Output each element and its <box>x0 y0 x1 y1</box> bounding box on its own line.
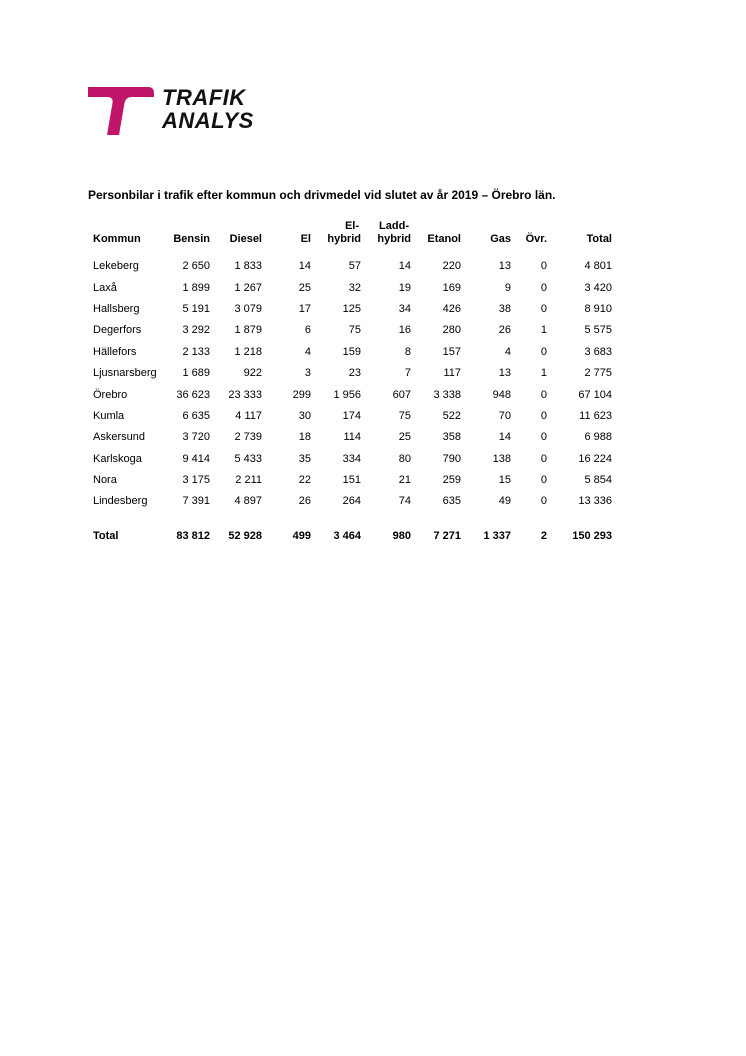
cell-etanol: 522 <box>442 409 461 422</box>
cell-ovr: 1 <box>540 367 547 380</box>
cell-total: 13 336 <box>578 495 612 508</box>
header-ovr: Övr. <box>525 233 547 245</box>
cell-el: 22 <box>298 474 311 487</box>
cell-ovr: 0 <box>540 388 547 401</box>
cell-bensin: 5 191 <box>182 302 210 315</box>
table-header-row <box>88 220 612 256</box>
header-bensin: Bensin <box>173 233 210 245</box>
total-ovr: 2 <box>540 530 547 543</box>
total-bensin: 83 812 <box>176 530 210 543</box>
cell-diesel: 2 739 <box>234 431 262 444</box>
cell-elhybrid: 159 <box>342 345 361 358</box>
cell-etanol: 790 <box>442 452 461 465</box>
cell-el: 14 <box>298 260 311 273</box>
cell-diesel: 1 833 <box>234 260 262 273</box>
cell-gas: 14 <box>498 431 511 444</box>
cell-kommun: Lindesberg <box>93 495 148 508</box>
cell-elhybrid: 114 <box>343 431 361 444</box>
cell-total: 5 575 <box>584 324 612 337</box>
cell-el: 3 <box>304 367 311 380</box>
header-el: El <box>300 233 311 245</box>
cell-total: 3 683 <box>584 345 612 358</box>
cell-elhybrid: 174 <box>342 409 361 422</box>
cell-gas: 26 <box>498 324 511 337</box>
table-row <box>88 277 612 298</box>
header-diesel: Diesel <box>229 233 262 245</box>
cell-bensin: 2 133 <box>182 345 210 358</box>
cell-kommun: Askersund <box>93 431 145 444</box>
cell-laddhybrid: 75 <box>398 409 411 422</box>
cell-ovr: 0 <box>540 260 547 273</box>
cell-laddhybrid: 8 <box>404 345 411 358</box>
vehicle-table <box>88 220 612 549</box>
cell-diesel: 1 879 <box>234 324 262 337</box>
trafikanalys-logo-text <box>162 86 254 132</box>
cell-diesel: 4 117 <box>235 409 262 422</box>
cell-laddhybrid: 21 <box>398 474 411 487</box>
cell-bensin: 9 414 <box>182 452 210 465</box>
cell-el: 26 <box>298 495 311 508</box>
cell-diesel: 3 079 <box>234 302 262 315</box>
cell-elhybrid: 264 <box>342 495 361 508</box>
cell-bensin: 1 899 <box>182 281 210 294</box>
cell-elhybrid: 57 <box>348 260 361 273</box>
cell-total: 4 801 <box>584 260 612 273</box>
table-row <box>88 427 612 448</box>
cell-laddhybrid: 19 <box>398 281 411 294</box>
cell-ovr: 0 <box>540 409 547 422</box>
cell-etanol: 259 <box>442 474 461 487</box>
table-row <box>88 342 612 363</box>
cell-gas: 948 <box>492 388 511 401</box>
cell-ovr: 0 <box>540 302 547 315</box>
cell-kommun: Lekeberg <box>93 260 139 273</box>
cell-kommun: Hallsberg <box>93 302 140 315</box>
cell-total: 11 623 <box>579 409 612 422</box>
cell-kommun: Degerfors <box>93 324 142 337</box>
cell-laddhybrid: 607 <box>392 388 411 401</box>
cell-ovr: 0 <box>540 281 547 294</box>
cell-el: 6 <box>304 324 311 337</box>
cell-kommun: Kumla <box>93 409 125 422</box>
cell-kommun: Nora <box>93 474 117 487</box>
cell-bensin: 2 650 <box>182 260 210 273</box>
total-kommun: Total <box>93 530 119 543</box>
table-row <box>88 384 612 405</box>
cell-bensin: 3 175 <box>182 474 210 487</box>
table-row <box>88 406 612 427</box>
cell-ovr: 0 <box>540 452 547 465</box>
cell-elhybrid: 151 <box>342 474 361 487</box>
cell-laddhybrid: 80 <box>398 452 411 465</box>
cell-etanol: 157 <box>442 345 461 358</box>
cell-elhybrid: 334 <box>342 452 361 465</box>
table-row <box>88 320 612 341</box>
document-title: Personbilar i trafik efter kommun och drivmedel vid slutet av år 2019 – Örebro län. <box>88 188 556 202</box>
header-laddhybrid <box>361 220 411 256</box>
cell-ovr: 0 <box>540 474 547 487</box>
cell-kommun: Örebro <box>93 388 128 401</box>
cell-el: 4 <box>304 345 311 358</box>
cell-gas: 38 <box>498 302 511 315</box>
header-elhybrid <box>311 220 361 256</box>
cell-bensin: 1 689 <box>182 367 210 380</box>
cell-kommun: Ljusnarsberg <box>93 367 157 380</box>
header-gas: Gas <box>490 233 511 245</box>
header-kommun: Kommun <box>93 233 141 245</box>
cell-diesel: 4 897 <box>234 495 262 508</box>
cell-el: 25 <box>298 281 311 294</box>
total-etanol: 7 271 <box>433 530 461 543</box>
header-etanol: Etanol <box>427 233 461 245</box>
header-laddhybrid-line-1: Ladd- <box>379 220 409 232</box>
cell-laddhybrid: 14 <box>398 260 411 273</box>
cell-diesel: 922 <box>243 367 262 380</box>
cell-kommun: Laxå <box>93 281 117 294</box>
cell-total: 67 104 <box>578 388 612 401</box>
table-row <box>88 449 612 470</box>
cell-etanol: 280 <box>442 324 461 337</box>
cell-laddhybrid: 25 <box>398 431 411 444</box>
total-laddhybrid: 980 <box>392 530 411 543</box>
cell-gas: 13 <box>498 260 511 273</box>
table-row <box>88 299 612 320</box>
cell-etanol: 426 <box>442 302 461 315</box>
cell-el: 299 <box>292 388 311 401</box>
header-elhybrid-line-1: El- <box>344 220 359 232</box>
cell-etanol: 635 <box>442 495 461 508</box>
cell-gas: 70 <box>498 409 511 422</box>
cell-total: 16 224 <box>578 452 612 465</box>
trafikanalys-logo <box>88 86 268 138</box>
table-row <box>88 256 612 277</box>
cell-etanol: 117 <box>443 367 461 380</box>
cell-etanol: 358 <box>442 431 461 444</box>
cell-bensin: 36 623 <box>176 388 210 401</box>
cell-etanol: 220 <box>442 260 461 273</box>
cell-total: 2 775 <box>584 367 612 380</box>
cell-el: 18 <box>298 431 311 444</box>
total-el: 499 <box>292 530 311 543</box>
cell-diesel: 23 333 <box>228 388 262 401</box>
cell-gas: 9 <box>504 281 511 294</box>
cell-total: 5 854 <box>584 474 612 487</box>
cell-diesel: 1 267 <box>234 281 262 294</box>
cell-ovr: 0 <box>540 431 547 444</box>
total-total: 150 293 <box>572 530 612 543</box>
total-gas: 1 337 <box>483 530 511 543</box>
trafikanalys-logo-mark <box>88 86 154 136</box>
cell-bensin: 3 292 <box>182 324 210 337</box>
table-row <box>88 491 612 512</box>
cell-gas: 15 <box>498 474 511 487</box>
cell-total: 6 988 <box>584 431 612 444</box>
cell-diesel: 1 218 <box>234 345 262 358</box>
cell-elhybrid: 1 956 <box>333 388 361 401</box>
cell-diesel: 2 211 <box>235 474 262 487</box>
cell-etanol: 169 <box>442 281 461 294</box>
cell-total: 8 910 <box>584 302 612 315</box>
table-total-row <box>88 513 612 549</box>
total-diesel: 52 928 <box>228 530 262 543</box>
cell-elhybrid: 75 <box>348 324 361 337</box>
cell-el: 17 <box>298 302 311 315</box>
cell-laddhybrid: 7 <box>404 367 411 380</box>
header-elhybrid-line-2: hybrid <box>327 233 361 245</box>
header-total: Total <box>586 233 612 245</box>
logo-line-2: ANALYS <box>162 108 254 133</box>
cell-elhybrid: 125 <box>342 302 361 315</box>
cell-ovr: 1 <box>540 324 547 337</box>
logo-line-1: TRAFIK <box>162 85 246 110</box>
cell-bensin: 6 635 <box>182 409 210 422</box>
cell-elhybrid: 32 <box>348 281 361 294</box>
cell-bensin: 3 720 <box>182 431 210 444</box>
cell-total: 3 420 <box>584 281 612 294</box>
cell-elhybrid: 23 <box>348 367 361 380</box>
cell-kommun: Karlskoga <box>93 452 142 465</box>
header-laddhybrid-line-2: hybrid <box>377 233 411 245</box>
table-row <box>88 470 612 491</box>
cell-laddhybrid: 74 <box>398 495 411 508</box>
cell-gas: 13 <box>498 367 511 380</box>
cell-gas: 4 <box>504 345 511 358</box>
cell-laddhybrid: 16 <box>398 324 411 337</box>
cell-etanol: 3 338 <box>433 388 461 401</box>
total-elhybrid: 3 464 <box>333 530 361 543</box>
table-row <box>88 363 612 384</box>
cell-bensin: 7 391 <box>182 495 210 508</box>
cell-ovr: 0 <box>540 495 547 508</box>
cell-gas: 138 <box>492 452 511 465</box>
cell-el: 35 <box>298 452 311 465</box>
cell-kommun: Hällefors <box>93 345 137 358</box>
cell-ovr: 0 <box>540 345 547 358</box>
cell-laddhybrid: 34 <box>398 302 411 315</box>
cell-gas: 49 <box>498 495 511 508</box>
cell-diesel: 5 433 <box>234 452 262 465</box>
cell-el: 30 <box>298 409 311 422</box>
